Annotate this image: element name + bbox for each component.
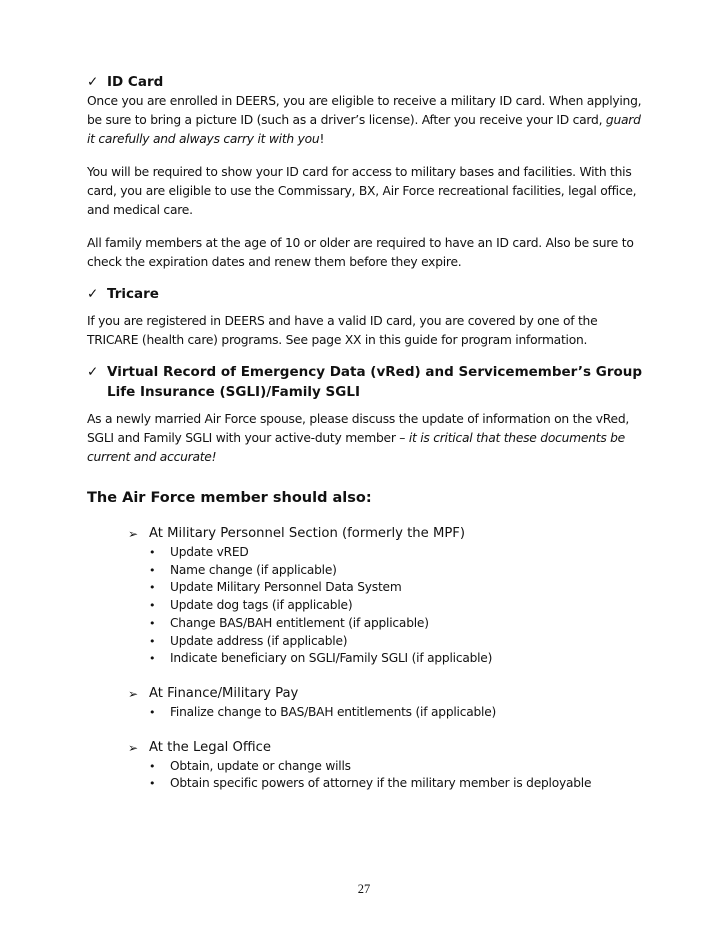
- page-content: [87, 62, 647, 793]
- task-group-heading: [128, 738, 647, 758]
- arrow-bullet-icon: ➢: [128, 740, 139, 755]
- list-item: • Update vRED: [149, 544, 647, 562]
- bullet-icon: •: [149, 777, 156, 791]
- task-group: [128, 738, 647, 793]
- task-group: [128, 524, 647, 668]
- bullet-icon: •: [149, 581, 156, 595]
- task-group-title: At the Legal Office: [149, 739, 272, 755]
- list-item: • Obtain specific powers of attorney if the military member is deployable: [149, 775, 647, 793]
- arrow-bullet-icon: ➢: [128, 686, 139, 701]
- bullet-icon: •: [149, 705, 156, 719]
- list-item: • Update Military Personnel Data System: [149, 579, 647, 597]
- paragraph-id-card-3: All family members at the age of 10 or older are required to have an ID card. Also be sure to check the expiration dates and renew them before they expire.: [87, 236, 634, 269]
- list-item: • Change BAS/BAH entitlement (if applicable): [149, 615, 647, 633]
- bullet-icon: •: [149, 616, 156, 630]
- bullet-icon: •: [149, 563, 156, 577]
- bullet-icon: •: [149, 652, 156, 666]
- emphasis-text: it is critical that these documents be current and accurate!: [87, 431, 626, 464]
- list-item: • Name change (if applicable): [149, 562, 647, 580]
- emphasis-text: guard it carefully and always carry it with you: [87, 113, 641, 146]
- task-group-heading: [128, 684, 647, 704]
- paragraph-id-card-2: You will be required to show your ID card for access to military bases and facilities. With this card, you are eligible to use the Commissary, BX, Air Force recreational facilities, legal office, and medical care.: [87, 165, 637, 217]
- paragraph-id-card-1: Once you are enrolled in DEERS, you are eligible to receive a military ID card. When applying, be sure to bring a picture ID (such as a driver’s license). After you receive your ID card, guard it carefully and always carry it with you!: [87, 94, 642, 146]
- task-list: [128, 544, 647, 668]
- list-item: • Update address (if applicable): [149, 633, 647, 651]
- task-group-title: At Military Personnel Section (formerly the MPF): [149, 526, 466, 541]
- bullet-icon: •: [149, 759, 156, 773]
- section-heading-vred: [87, 362, 647, 402]
- check-icon: ✓: [87, 286, 99, 302]
- heading-text: Tricare: [107, 286, 159, 302]
- task-list: [128, 704, 647, 722]
- task-group: [128, 684, 647, 722]
- page-number: 27: [357, 882, 371, 896]
- check-icon: ✓: [87, 74, 99, 90]
- arrow-bullet-icon: ➢: [128, 527, 139, 541]
- list-item: • Indicate beneficiary on SGLI/Family SGLI (if applicable): [149, 650, 647, 668]
- paragraph-tricare: If you are registered in DEERS and have a valid ID card, you are covered by one of the TRICARE (health care) programs. See page XX in this guide for program information.: [87, 314, 598, 347]
- paragraph-vred: As a newly married Air Force spouse, please discuss the update of information on the vRed, SGLI and Family SGLI with your active-duty member – it is critical that these documents be current and accurate!: [87, 412, 630, 464]
- member-section-title: The Air Force member should also:: [87, 490, 372, 506]
- task-list: [128, 758, 647, 793]
- task-group-title: At Finance/Military Pay: [149, 685, 299, 701]
- list-item: • Obtain, update or change wills: [149, 758, 647, 776]
- list-item: • Update dog tags (if applicable): [149, 597, 647, 615]
- list-item: • Finalize change to BAS/BAH entitlements (if applicable): [149, 704, 647, 722]
- bullet-icon: •: [149, 599, 156, 613]
- check-icon: ✓: [87, 364, 99, 380]
- section-heading-tricare: [87, 284, 647, 304]
- task-group-heading: [128, 524, 647, 544]
- heading-text: Virtual Record of Emergency Data (vRed) and Servicemember’s Group Life Insurance (SGLI)/Family SGLI: [107, 364, 643, 400]
- section-heading-id-card: [87, 72, 647, 92]
- heading-text: ID Card: [107, 74, 164, 90]
- bullet-icon: •: [149, 634, 156, 648]
- bullet-icon: •: [149, 546, 156, 559]
